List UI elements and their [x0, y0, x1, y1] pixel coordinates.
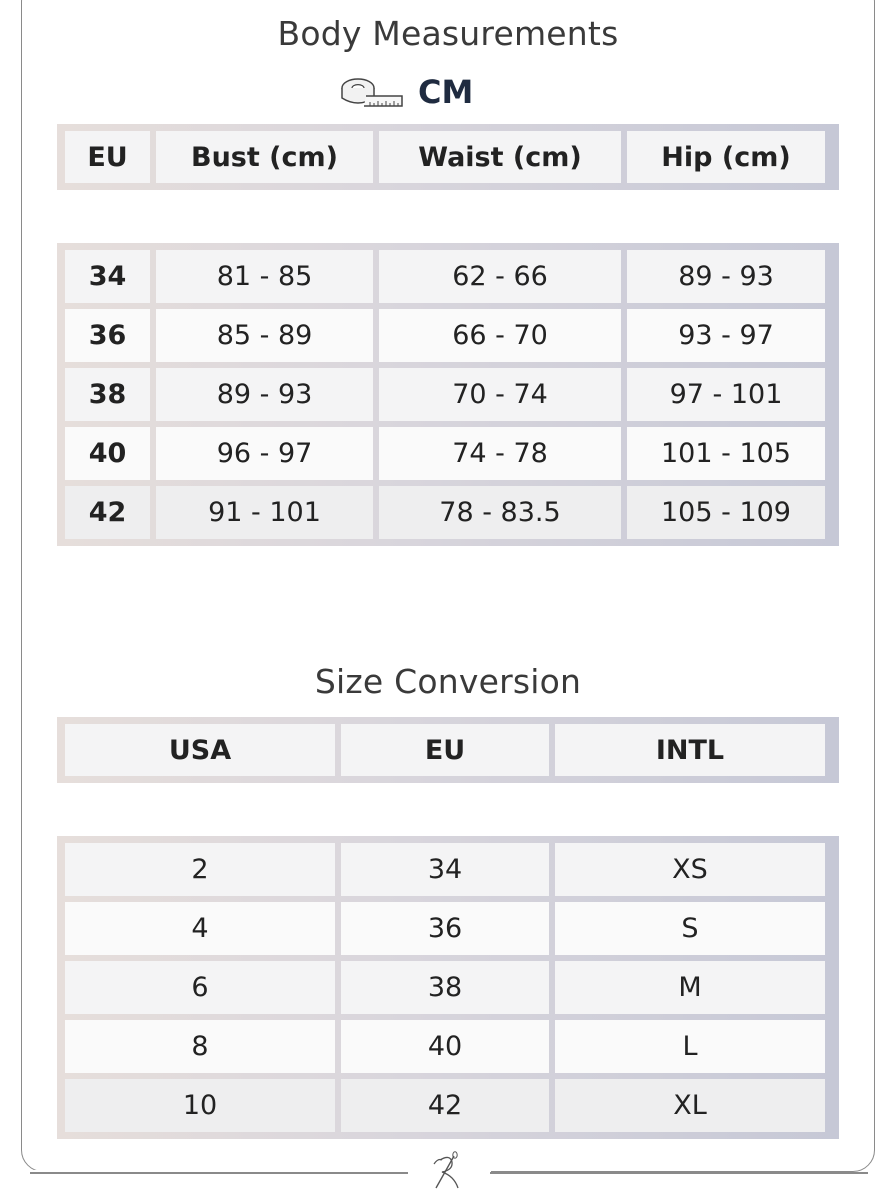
header-intl: INTL — [555, 724, 825, 776]
header-eu: EU — [65, 131, 150, 183]
table-cell: XL — [555, 1079, 825, 1132]
tape-measure-icon — [340, 74, 406, 110]
footer-divider-right — [490, 1172, 868, 1174]
table-cell: 96 - 97 — [156, 427, 373, 480]
table-cell: 85 - 89 — [156, 309, 373, 362]
table-cell: 101 - 105 — [627, 427, 825, 480]
table-cell: 97 - 101 — [627, 368, 825, 421]
table-cell: 66 - 70 — [379, 309, 621, 362]
table-cell: 34 — [65, 250, 150, 303]
table-cell: 42 — [341, 1079, 549, 1132]
unit-indicator — [340, 72, 473, 112]
table-cell: 38 — [65, 368, 150, 421]
table-cell: 62 - 66 — [379, 250, 621, 303]
header-bust: Bust (cm) — [156, 131, 373, 183]
table-cell: 4 — [65, 902, 335, 955]
table-cell: 93 - 97 — [627, 309, 825, 362]
table-cell: 2 — [65, 843, 335, 896]
table-cell: L — [555, 1020, 825, 1073]
table-cell: 10 — [65, 1079, 335, 1132]
table-cell: 36 — [65, 309, 150, 362]
header-hip: Hip (cm) — [627, 131, 825, 183]
header-waist: Waist (cm) — [379, 131, 621, 183]
table-cell: 38 — [341, 961, 549, 1014]
size-conversion-header — [57, 717, 839, 783]
table-cell: 8 — [65, 1020, 335, 1073]
table-cell: M — [555, 961, 825, 1014]
table-cell: 74 - 78 — [379, 427, 621, 480]
table-cell: 42 — [65, 486, 150, 539]
body-measurements-table — [57, 243, 839, 546]
table-cell: 40 — [65, 427, 150, 480]
size-conversion-table — [57, 836, 839, 1139]
table-cell: 70 - 74 — [379, 368, 621, 421]
unit-label: CM — [418, 73, 474, 111]
size-conversion-title: Size Conversion — [314, 662, 582, 701]
table-cell: 34 — [341, 843, 549, 896]
table-cell: 81 - 85 — [156, 250, 373, 303]
table-cell: 78 - 83.5 — [379, 486, 621, 539]
table-cell: 91 - 101 — [156, 486, 373, 539]
table-cell: 36 — [341, 902, 549, 955]
body-measurements-title: Body Measurements — [277, 14, 619, 53]
table-cell: S — [555, 902, 825, 955]
table-cell: 89 - 93 — [156, 368, 373, 421]
footer-divider-left — [30, 1172, 408, 1174]
header-eu: EU — [341, 724, 549, 776]
table-cell: 89 - 93 — [627, 250, 825, 303]
body-measurements-header — [57, 124, 839, 190]
header-usa: USA — [65, 724, 335, 776]
table-cell: 105 - 109 — [627, 486, 825, 539]
needle-logo-icon — [428, 1150, 468, 1192]
table-cell: XS — [555, 843, 825, 896]
table-cell: 6 — [65, 961, 335, 1014]
table-cell: 40 — [341, 1020, 549, 1073]
